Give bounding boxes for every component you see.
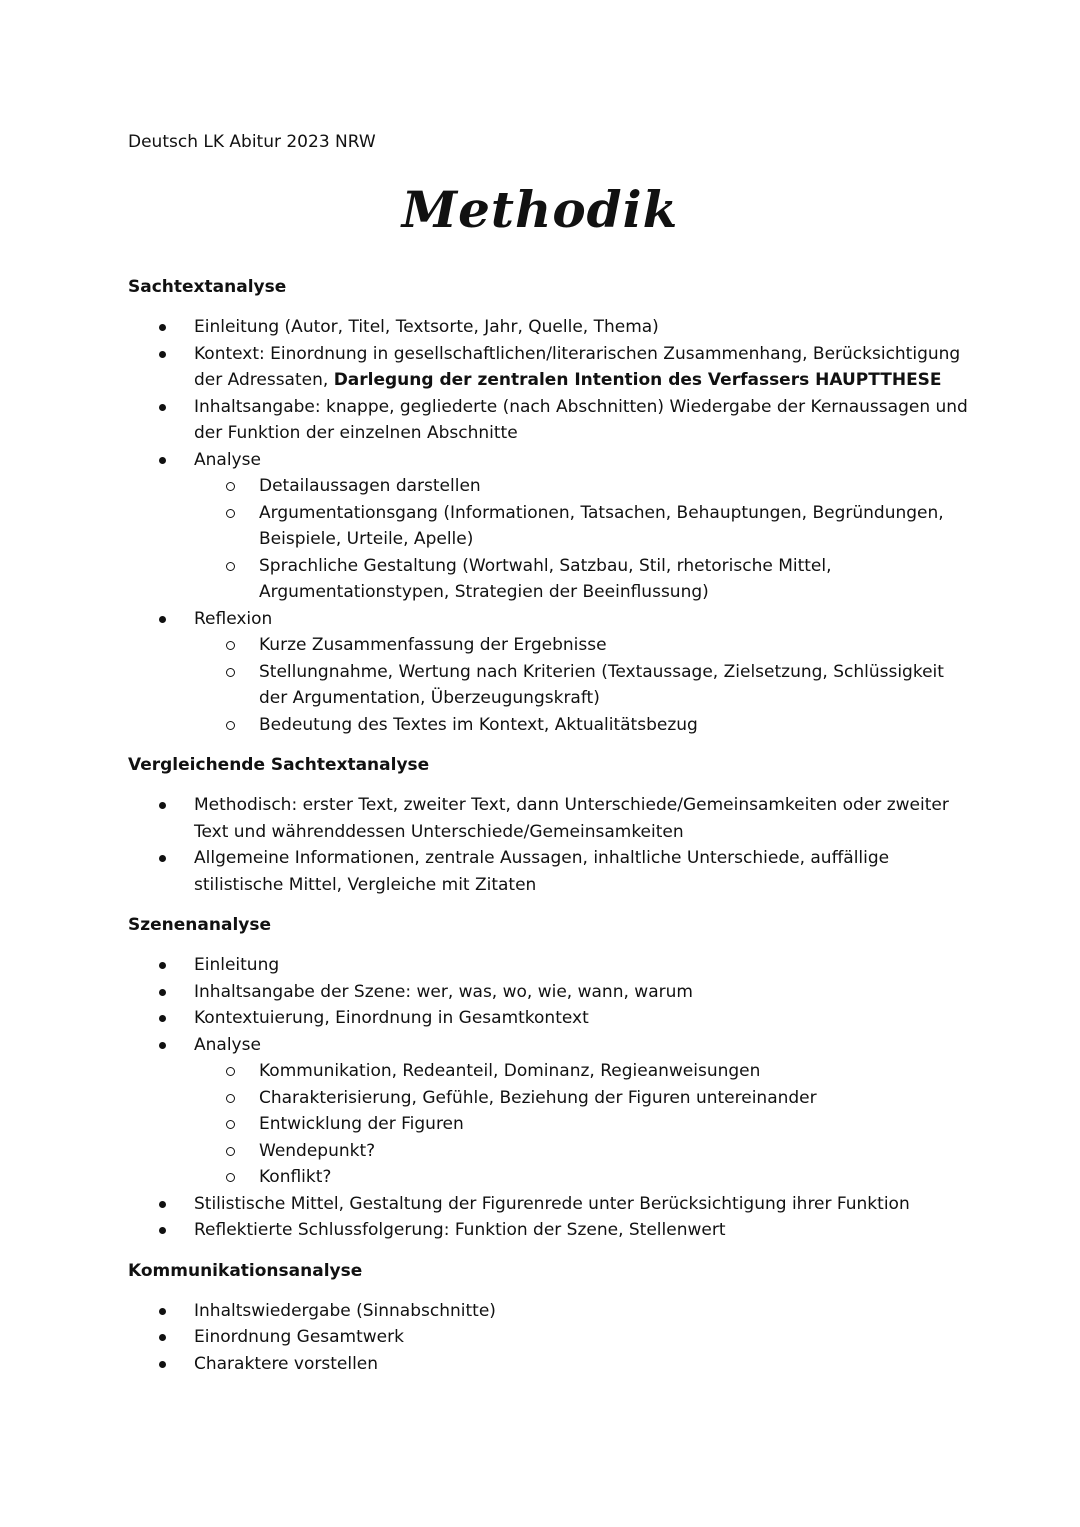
list-item-bold-text: Darlegung der zentralen Intention des Verfassers HAUPTTHESE (333, 370, 942, 390)
section-vergleichende-sachtextanalyse (128, 752, 968, 898)
list-item-text: Kontextuierung, Einordnung in Gesamtkontext (194, 1008, 589, 1028)
sub-list-item: Stellungnahme, Wertung nach Kriterien (Textaussage, Zielsetzung, Schlüssigkeit der Argumentation, Überzeugungskraft) (194, 659, 968, 712)
list-item (128, 1298, 968, 1325)
sub-list-item: Konflikt? (194, 1164, 968, 1191)
list-item-text: Stilistische Mittel, Gestaltung der Figurenrede unter Berücksichtigung ihrer Funktion (194, 1193, 910, 1214)
section-heading: Sachtextanalyse (128, 277, 287, 297)
list-item (128, 979, 968, 1006)
section-kommunikationsanalyse (128, 1258, 968, 1378)
list-item (128, 606, 968, 739)
list-item (128, 1005, 968, 1032)
sub-list-item: Entwicklung der Figuren (194, 1111, 968, 1138)
sub-bullet-list (194, 473, 968, 606)
sub-list-item: Argumentationsgang (Informationen, Tatsachen, Behauptungen, Begründungen, Beispiele, Urteile, Apelle) (194, 500, 968, 553)
list-item (128, 447, 968, 606)
sub-list-item: Bedeutung des Textes im Kontext, Aktualitätsbezug (194, 712, 968, 739)
section-heading: Szenenanalyse (128, 915, 272, 935)
list-item (128, 394, 968, 447)
list-item (128, 1217, 968, 1244)
sub-list-item: Kommunikation, Redeanteil, Dominanz, Regieanweisungen (194, 1058, 968, 1085)
list-item (128, 1324, 968, 1351)
list-item (128, 1191, 968, 1218)
section-sachtextanalyse (128, 274, 968, 738)
bullet-list (128, 952, 968, 1244)
bullet-list (128, 792, 968, 898)
list-item-text: Analyse (194, 449, 261, 470)
sub-list-item: Detailaussagen darstellen (194, 473, 968, 500)
list-item-text: Inhaltsangabe der Szene: wer, was, wo, wie, wann, warum (194, 981, 693, 1002)
document-body (128, 274, 968, 1391)
list-item (128, 314, 968, 341)
sub-bullet-list (194, 632, 968, 738)
sub-list-item: Wendepunkt? (194, 1138, 968, 1165)
list-item-text: Allgemeine Informationen, zentrale Aussagen, inhaltliche Unterschiede, auffällige stilistische Mittel, Vergleiche mit Zitaten (194, 848, 890, 895)
section-heading: Kommunikationsanalyse (128, 1260, 363, 1281)
list-item-text: Einleitung (Autor, Titel, Textsorte, Jahr, Quelle, Thema) (194, 317, 659, 337)
list-item-text: Inhaltsangabe: knappe, gegliederte (nach Abschnitten) Wiedergabe der Kernaussagen und der Funktion der einzelnen Abschnitte (194, 396, 968, 443)
section-szenenanalyse (128, 912, 968, 1244)
list-item-text: Kontext: Einordnung in gesellschaftlichen/literarischen Zusammenhang, Berücksichtigung der Adressaten, (194, 343, 961, 390)
list-item-text: Einordnung Gesamtwerk (194, 1327, 404, 1347)
page-title: Methodik (401, 180, 679, 239)
list-item-text: Inhaltswiedergabe (Sinnabschnitte) (194, 1300, 496, 1321)
list-item-text: Reflexion (194, 608, 273, 629)
list-item (128, 1351, 968, 1378)
sub-list-item: Kurze Zusammenfassung der Ergebnisse (194, 632, 968, 659)
section-heading: Vergleichende Sachtextanalyse (128, 755, 430, 775)
list-item-text: Methodisch: erster Text, zweiter Text, dann Unterschiede/Gemeinsamkeiten oder zweiter Text und währenddessen Unterschiede/Gemeinsamkeiten (194, 795, 949, 842)
bullet-list (128, 314, 968, 738)
course-header: Deutsch LK Abitur 2023 NRW (128, 132, 376, 152)
list-item (128, 792, 968, 845)
bullet-list (128, 1298, 968, 1378)
sub-bullet-list (194, 1058, 968, 1191)
list-item-text: Analyse (194, 1034, 261, 1055)
list-item (128, 845, 968, 898)
list-item (128, 341, 968, 394)
list-item-text: Reflektierte Schlussfolgerung: Funktion der Szene, Stellenwert (194, 1220, 726, 1240)
list-item-text: Charaktere vorstellen (194, 1353, 379, 1374)
sub-list-item: Charakterisierung, Gefühle, Beziehung der Figuren untereinander (194, 1085, 968, 1112)
list-item (128, 952, 968, 979)
list-item-text: Einleitung (194, 955, 280, 975)
sub-list-item: Sprachliche Gestaltung (Wortwahl, Satzbau, Stil, rhetorische Mittel, Argumentationstypen, Strategien der Beeinflussung) (194, 553, 968, 606)
list-item (128, 1032, 968, 1191)
